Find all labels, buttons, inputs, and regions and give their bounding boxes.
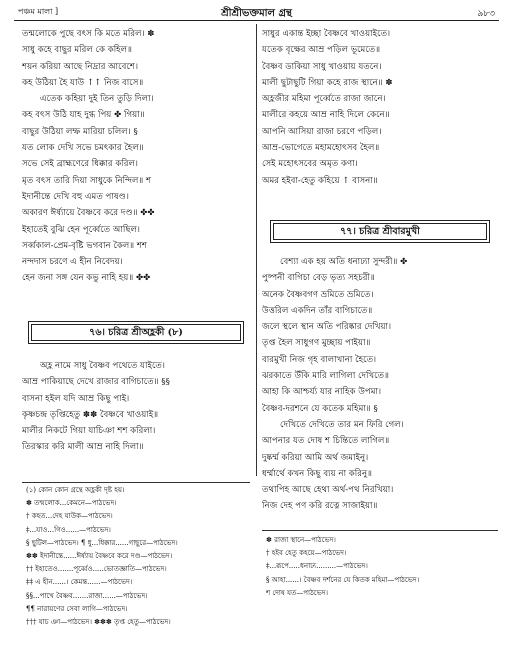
- verse-line: যতেক বৃক্ষের আম্র পড়িল ভূমেতে॥: [262, 45, 381, 56]
- verse-line: উত্তরিল একদিন তাঁর বাগিচাতে॥: [262, 305, 373, 316]
- footnote: ††† যাচ ঞা—পাঠভেদ। ✽✽✽ তৃপ্ত হেতু—পাঠভেদ।: [26, 617, 171, 626]
- right-footnotes: [266, 534, 498, 600]
- verse-line: মালীরে কহয়ে আম্র নাহি দিলে কেনে॥: [262, 110, 390, 121]
- footnote: †† ইহাতেও.......পূর্ব্বেও.....ভোতজ্ঞাতি—পাঠভেদ।: [26, 565, 167, 574]
- chapter-77-title: ৭৭। চরিত্র শ্রীবারমুখী: [273, 223, 487, 240]
- right-column-chapter77-verses: [262, 254, 498, 515]
- footnote: † হইব হেতু কহয়ে—পাঠভেদ।: [266, 549, 347, 558]
- verse-line: নন্দদাস চরণে এ হীন নিবেদয়।: [22, 257, 123, 268]
- verse-line: বেশ্যা এক হয় অতি ধনাঢ্যা সুন্দরী॥ ✤: [280, 257, 408, 267]
- running-header-left: পঞ্চম মালা ]: [18, 7, 59, 16]
- verse-line: মৃত বৎস তারি দিয়া সাধুকে নিন্দিল॥ শ: [22, 175, 152, 186]
- verse-line: মালী ছুটাছুটি গিয়া কহে রাজ স্থানে॥ ✽: [262, 77, 393, 88]
- footnote: § আহা......। বৈষ্ণব দর্শনের যে কিতক মহিমা—পাঠভেদ।: [266, 575, 420, 584]
- verse-line: বৈষ্ণব ডাকিয়া সাধু খাওয়ায় যতনে।: [262, 61, 382, 72]
- running-header-title: শ্রীশ্রীভক্তমাল গ্রন্থ: [221, 8, 292, 19]
- footnote: শ দোষ যত—পাঠভেদ।: [266, 588, 329, 597]
- left-footnotes: [26, 484, 250, 629]
- footnote: ✽ রাজা স্থানে—পাঠভেদ।: [266, 536, 336, 544]
- verse-line: সভে সেই ব্রাহ্মণেরে ধিক্কার করিল।: [22, 159, 139, 170]
- footnote: §§...পাখে বৈষ্ণব.......রাজা......—পাঠভেদ।: [26, 591, 148, 600]
- header-rule: [14, 20, 499, 21]
- verse-line: আম্র পাকিয়াছে দেখে রাজার বাগিচাতে॥ §§: [22, 377, 170, 388]
- verse-line: কৃষ্ণচন্দ্র তৃপ্তিহেতু ✽✽ বৈষ্ণবে খাওয়াই॥: [22, 409, 159, 420]
- footnote-rule-left: [22, 482, 250, 483]
- verse-line: অহ্ল নামে সাধু বৈষ্ণব পথেতে যাইতে।: [40, 361, 165, 371]
- chapter-76-title: ৭৬। চরিত্র শ্রীঅহ্লকী (৮): [31, 324, 241, 341]
- verse-line: সেই মহোৎসবের অমৃত কণা।: [262, 159, 358, 170]
- verse-line: আহা কি আশ্চর্য্য যার নাহিক উপমা।: [262, 387, 382, 398]
- verse-line: অমর হইবা-হেতু কহিয়ে ↑ বাসনা॥: [262, 175, 378, 186]
- verse-line: পুষ্পনী বাগিচা বেড় ভৃত্য সহচরী॥: [262, 273, 375, 284]
- footnote-rule-right: [262, 530, 498, 531]
- page-number: ৯৮৩: [477, 9, 495, 19]
- verse-line: বৈষ্ণব-দরশনে যে কতেক মহিমা॥ §: [262, 403, 378, 414]
- verse-line: হেন জনা সঙ্গ যেন কভু নাহি হয়॥ ✤✤: [22, 273, 151, 284]
- verse-line: বাসনা হইল যদি আম্র কিছু পাই।: [22, 393, 130, 404]
- verse-line: নিজ দেহ পণ করি রত্নে সাজাইয়া॥: [262, 501, 378, 512]
- verse-line: অহ্লজীর মহিমা পূর্ব্বেতে রাজা জানে।: [262, 94, 386, 105]
- right-column-verses: [262, 26, 498, 189]
- verse-line: কহ বৎস উঠি যাহ দুগ্ধ পিয় ✤ গিয়া॥: [22, 110, 145, 121]
- verse-line: দুষ্কর্ম্ম করিয়া আমি অর্থ জমাইনু।: [262, 452, 369, 463]
- verse-line: যত লোক দেখি সভে চমৎকার হৈল॥: [22, 143, 144, 154]
- verse-line: সর্ব্বকাল-প্রেম-বৃষ্টি ভগবান কৈল॥ শশ: [22, 240, 148, 251]
- footnote: ‡...যাও...গিও......—পাঠভেদ।: [26, 525, 111, 534]
- verse-line: আপনি আসিয়া রাজা চরণে পড়িল।: [262, 126, 382, 137]
- verse-line: তন্মলোকে পুছে বৎস কি মতে মরিল। ✽: [22, 29, 155, 39]
- footnote: ✽✽ ইদানীন্তে......ঈর্ষ্যায় বৈষ্ণবে করে দণ্ড—পাঠভেদ।: [26, 551, 173, 560]
- verse-line: অকারণ ঈর্ষ্যায়ে বৈষ্ণবে করে দণ্ড॥ ✤✤: [22, 208, 155, 219]
- verse-line: আম্র-ভোগেতে মহামহোৎসব হৈল॥: [262, 143, 380, 154]
- verse-line: শয়ন করিয়া আছে নিদ্রার আবেশে।: [22, 61, 139, 72]
- footnote: † কহত...দেহ যাউক—পাঠভেদ।: [26, 512, 113, 521]
- verse-line: সাধুর একান্ত ইচ্ছা বৈষ্ণবে খাওয়াইতে।: [262, 29, 391, 39]
- verse-line: বারমুখী নিজ গৃহ বালাখানা হৈতে।: [262, 354, 377, 365]
- footnote: § ছুটিল—পাঠভেদ। ¶ ধু...ধিক্কার......গাছুরে—পাঠভেদ।: [26, 538, 178, 547]
- column-divider: [256, 24, 257, 476]
- footnote: (১) কোন কোন গ্রন্থে অহ্লকী দৃষ্ট হয়।: [26, 486, 125, 494]
- verse-line: বাছুর উঠিয়া লম্ফ মারিয়া চলিল। §: [22, 126, 138, 137]
- verse-line: ইদানীন্তে দেখি বহু এমত পাষণ্ড।: [22, 191, 129, 202]
- verse-line: তৃপ্ত হৈল সাধুগণ মুচ্ছায় পাইয়া॥: [262, 338, 371, 349]
- verse-line: ঝরকাতে উঁকি মারি লাগিলা দেখিতে॥: [262, 371, 389, 382]
- verse-line: তিরস্কার করি মালী আম্র নাহি দিলা॥: [22, 442, 144, 453]
- verse-line: তথাপিহ আছে হেথা অর্থ-পথ নিরখিয়া।: [262, 485, 394, 496]
- verse-line: ধর্ম্মার্থে কখন কিছু ব্যয় না করিনু॥: [262, 468, 372, 479]
- footnote: ✽ তন্মলোক...কেমনে—পাঠভেদ।: [26, 499, 117, 508]
- verse-line: এতেক কহিয়া দুই তিন তুড়ি দিলা।: [40, 94, 154, 105]
- left-column-verses: [22, 26, 250, 287]
- left-column-chapter76-verses: [22, 358, 250, 456]
- verse-line: দেখিতে দেখিতে তার মন ফিরি গেল।: [280, 419, 404, 430]
- verse-line: মালীর নিকটে গিয়া যাচিঞা শশ করিলা।: [22, 426, 156, 437]
- footnote: ‡‡ এ হীন......। কেমন্ত......—পাঠভেদ।: [26, 578, 133, 587]
- footnote: ¶¶ নারায়ণের সেবা লাগি—পাঠভেদ।: [26, 604, 128, 613]
- chapter-77-heading: [270, 220, 490, 243]
- footnote: ‡...রূপে.....ধনাঢ্য.........—পাঠভেদ।: [266, 562, 368, 571]
- verse-line: অনেক বৈষ্ণবগণ ভ্রমিতে ভ্রমিতে।: [262, 289, 374, 300]
- chapter-76-heading: [28, 321, 244, 344]
- verse-line: ইহাতেই বুঝি হেন পূর্ব্বেতে আছিল।: [22, 224, 141, 235]
- verse-line: সাধু কহে বাছুর মরিল কে কহিল॥: [22, 45, 132, 56]
- verse-line: আপনার যত দোষ শ চিন্তিতে লাগিল॥: [262, 436, 390, 447]
- verse-line: কহ উঠিয়া হৈ যাউ ↑↑ নিজ বাসে॥: [22, 77, 144, 88]
- verse-line: জলে স্থলে স্থান অতি পরিষ্কার দেখিয়া।: [262, 322, 392, 333]
